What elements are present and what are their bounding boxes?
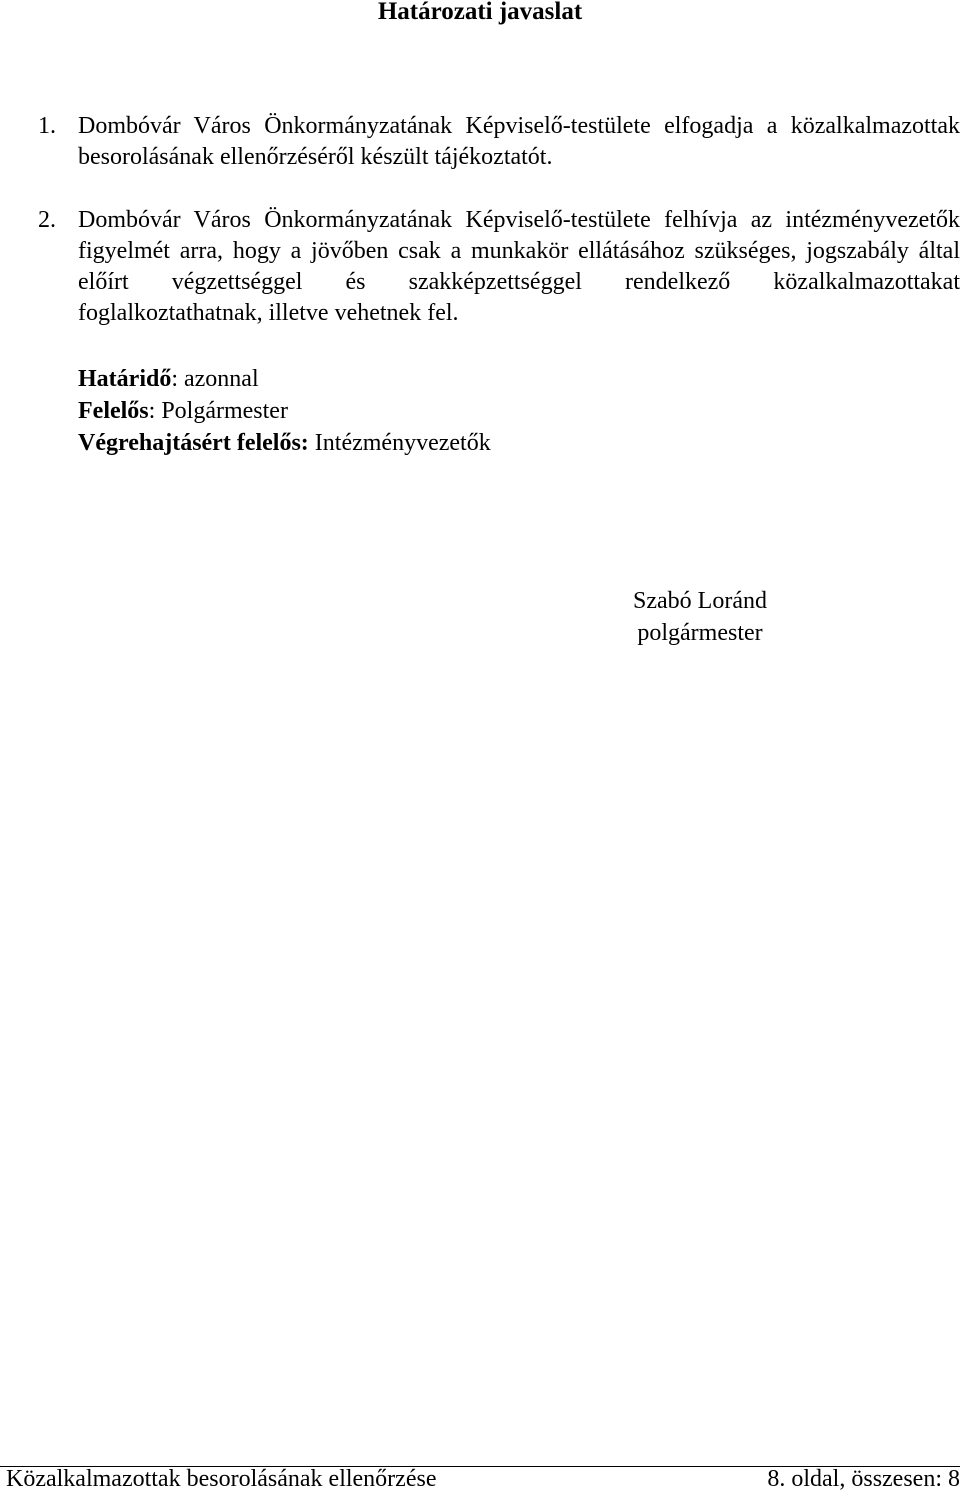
deadline-value: azonnal [184, 366, 259, 392]
responsible-separator: : [148, 398, 156, 424]
responsible-label: Felelős [78, 398, 149, 424]
resolution-item-2 [38, 205, 960, 329]
page-footer [0, 1466, 960, 1497]
item-text: Dombóvár Város Önkormányzatának Képviselő-testülete felhívja az intézményvezetők figyelmét arra, hogy a jövőben csak a munkakör ellátásához szükséges, jogszabály által előírt végzettséggel és szakképzettséggel rendelkező közalkalmazottakat foglalkoztathatnak, illetve vehetnek fel. [78, 207, 960, 326]
footer-document-name: Közalkalmazottak besorolásának ellenőrzése [6, 1466, 437, 1492]
item-number: 1. [38, 113, 56, 139]
resolution-meta [78, 363, 491, 459]
executor-value: Intézményvezetők [314, 430, 491, 456]
resolution-item-1 [38, 111, 960, 173]
document-title: Határozati javaslat [377, 0, 583, 25]
executor-label: Végrehajtásért felelős: [78, 430, 309, 456]
signatory-name: Szabó Loránd [633, 588, 767, 614]
signatory-role: polgármester [637, 620, 763, 646]
item-text: Dombóvár Város Önkormányzatának Képviselő-testülete elfogadja a közalkalmazottak besorolásának ellenőrzéséről készült tájékoztatót. [78, 113, 960, 170]
signature-block [560, 585, 840, 649]
responsible-value: Polgármester [161, 398, 288, 424]
footer-page-number: 8. oldal, összesen: 8 [767, 1466, 960, 1492]
responsible-line [78, 395, 491, 427]
deadline-label: Határidő [78, 366, 172, 392]
item-number: 2. [38, 207, 56, 233]
deadline-line [78, 363, 491, 395]
deadline-separator: : [171, 366, 178, 392]
executor-line [78, 427, 491, 459]
